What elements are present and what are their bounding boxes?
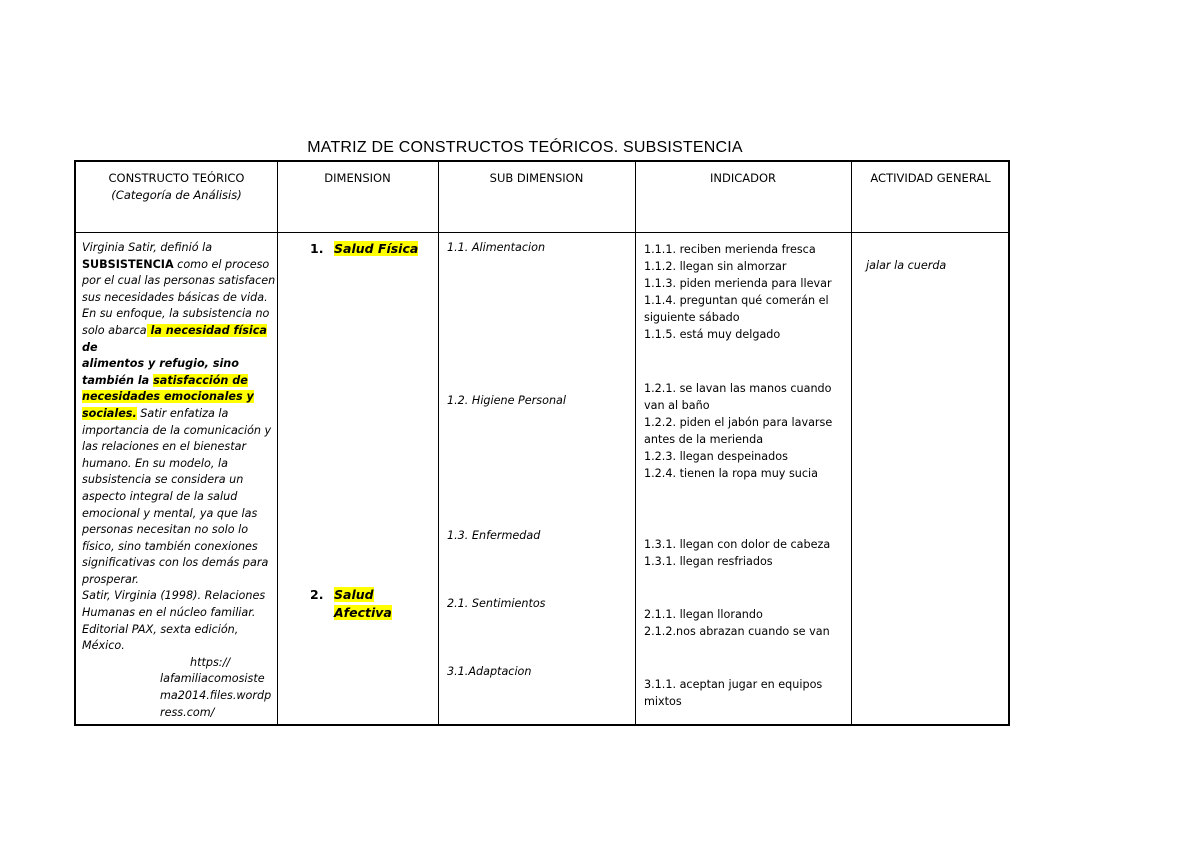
constructo-line: importancia de la comunicación y xyxy=(82,423,272,437)
constructo-line: las relaciones en el bienestar xyxy=(82,440,247,454)
header-constructo xyxy=(76,170,277,204)
reference-url: https:// xyxy=(190,655,231,669)
constructo-line: humano. En su modelo, la xyxy=(82,456,228,470)
header-subdimension: SUB DIMENSION xyxy=(489,171,584,185)
actividad-general: jalar la cuerda xyxy=(866,259,947,272)
constructo-text xyxy=(82,240,277,721)
indicator-group-higiene xyxy=(644,380,844,482)
dimension-number: 2. xyxy=(310,587,324,602)
dimension-label: Afectiva xyxy=(334,605,392,620)
matrix-table xyxy=(74,160,1010,726)
indicator-item: 1.3.1. llegan resfriados xyxy=(644,555,773,568)
dimension-number: 1. xyxy=(310,241,324,256)
indicator-item: 1.2.2. piden el jabón para lavarse xyxy=(644,416,833,429)
column-divider xyxy=(438,162,439,724)
indicator-item: 1.2.4. tienen la ropa muy sucia xyxy=(644,467,819,480)
indicator-item: 1.1.5. está muy delgado xyxy=(644,328,781,341)
constructo-line: sociales. Satir enfatiza la xyxy=(82,406,229,420)
indicator-item: 1.3.1. llegan con dolor de cabeza xyxy=(644,538,831,551)
constructo-line: por el cual las personas satisfacen xyxy=(82,274,276,288)
highlight: sociales. xyxy=(82,406,137,420)
constructo-line: emocional y mental, ya que las xyxy=(82,506,258,520)
subdimension-sentimientos: 2.1. Sentimientos xyxy=(447,597,546,610)
reference-url: ma2014.files.wordp xyxy=(160,689,272,703)
indicator-item: siguiente sábado xyxy=(644,311,740,324)
column-divider xyxy=(851,162,852,724)
constructo-line: personas necesitan no solo lo xyxy=(82,523,249,537)
indicator-item: mixtos xyxy=(644,695,682,708)
subdimension-adaptacion: 3.1.Adaptacion xyxy=(447,665,532,678)
constructo-line: sus necesidades básicas de vida. xyxy=(82,290,268,304)
constructo-line: alimentos y refugio, sino xyxy=(82,357,239,371)
indicator-item: 2.1.2.nos abrazan cuando se van xyxy=(644,625,830,638)
constructo-line: también la satisfacción de xyxy=(82,373,248,387)
reference-line: Editorial PAX, sexta edición, xyxy=(82,622,239,636)
constructo-line: prosperar. xyxy=(82,572,139,586)
indicator-group-adaptacion xyxy=(644,676,844,710)
header-divider xyxy=(76,232,1008,233)
column-divider xyxy=(277,162,278,724)
indicator-item: 1.2.1. se lavan las manos cuando xyxy=(644,382,832,395)
reference-url: lafamiliacomosiste xyxy=(160,672,265,686)
indicator-item: 1.1.4. preguntan qué comerán el xyxy=(644,294,829,307)
constructo-line: físico, sino también conexiones xyxy=(82,539,258,553)
reference-line: Satir, Virginia (1998). Relaciones xyxy=(82,589,266,603)
constructo-line: aspecto integral de la salud xyxy=(82,489,238,503)
indicator-item: 1.1.3. piden merienda para llevar xyxy=(644,277,832,290)
indicator-group-enfermedad xyxy=(644,536,844,570)
highlight: satisfacción de xyxy=(153,373,248,387)
constructo-line: Virginia Satir, definió la xyxy=(82,241,213,254)
subsistencia-term: SUBSISTENCIA xyxy=(82,257,174,271)
highlight: necesidades emocionales y xyxy=(82,390,254,404)
column-divider xyxy=(635,162,636,724)
constructo-line xyxy=(82,389,277,406)
header-dimension: DIMENSION xyxy=(324,171,391,185)
subdimension-higiene: 1.2. Higiene Personal xyxy=(447,394,567,407)
reference-line: México. xyxy=(82,639,125,653)
dimension-salud-afectiva xyxy=(310,586,392,622)
constructo-line: subsistencia se considera un xyxy=(82,473,244,487)
dimension-salud-fisica xyxy=(310,240,418,258)
header-actividad: ACTIVIDAD GENERAL xyxy=(870,171,991,185)
indicator-group-sentimientos xyxy=(644,606,844,640)
reference-url: ress.com/ xyxy=(160,705,215,719)
constructo-line: En su enfoque, la subsistencia no xyxy=(82,307,270,321)
dimension-label: Salud xyxy=(334,587,374,602)
indicator-group-alimentacion xyxy=(644,241,844,343)
indicator-item: 1.1.1. reciben merienda fresca xyxy=(644,243,816,256)
indicator-item: antes de la merienda xyxy=(644,433,764,446)
indicator-item: 1.2.3. llegan despeinados xyxy=(644,450,788,463)
constructo-line: significativas con los demás para xyxy=(82,556,269,570)
indicator-item: 2.1.1. llegan llorando xyxy=(644,608,763,621)
header-indicador: INDICADOR xyxy=(709,171,777,185)
reference-line: Humanas en el núcleo familiar. xyxy=(82,606,256,620)
dimension-label: Salud Física xyxy=(334,241,419,256)
highlight: la necesidad física xyxy=(146,323,267,337)
header-constructo-sub: (Categoría de Análisis) xyxy=(111,188,242,202)
constructo-line: SUBSISTENCIA como el proceso xyxy=(82,257,270,271)
indicator-item: van al baño xyxy=(644,399,710,412)
page-title: MATRIZ DE CONSTRUCTOS TEÓRICOS. SUBSISTENCIA xyxy=(307,139,743,156)
subdimension-alimentacion: 1.1. Alimentacion xyxy=(447,241,546,254)
header-constructo-label: CONSTRUCTO TEÓRICO xyxy=(108,171,245,185)
indicator-item: 3.1.1. aceptan jugar en equipos xyxy=(644,678,823,691)
indicator-item: 1.1.2. llegan sin almorzar xyxy=(644,260,787,273)
subdimension-enfermedad: 1.3. Enfermedad xyxy=(447,529,541,542)
constructo-line: solo abarca la necesidad física de xyxy=(82,323,267,354)
